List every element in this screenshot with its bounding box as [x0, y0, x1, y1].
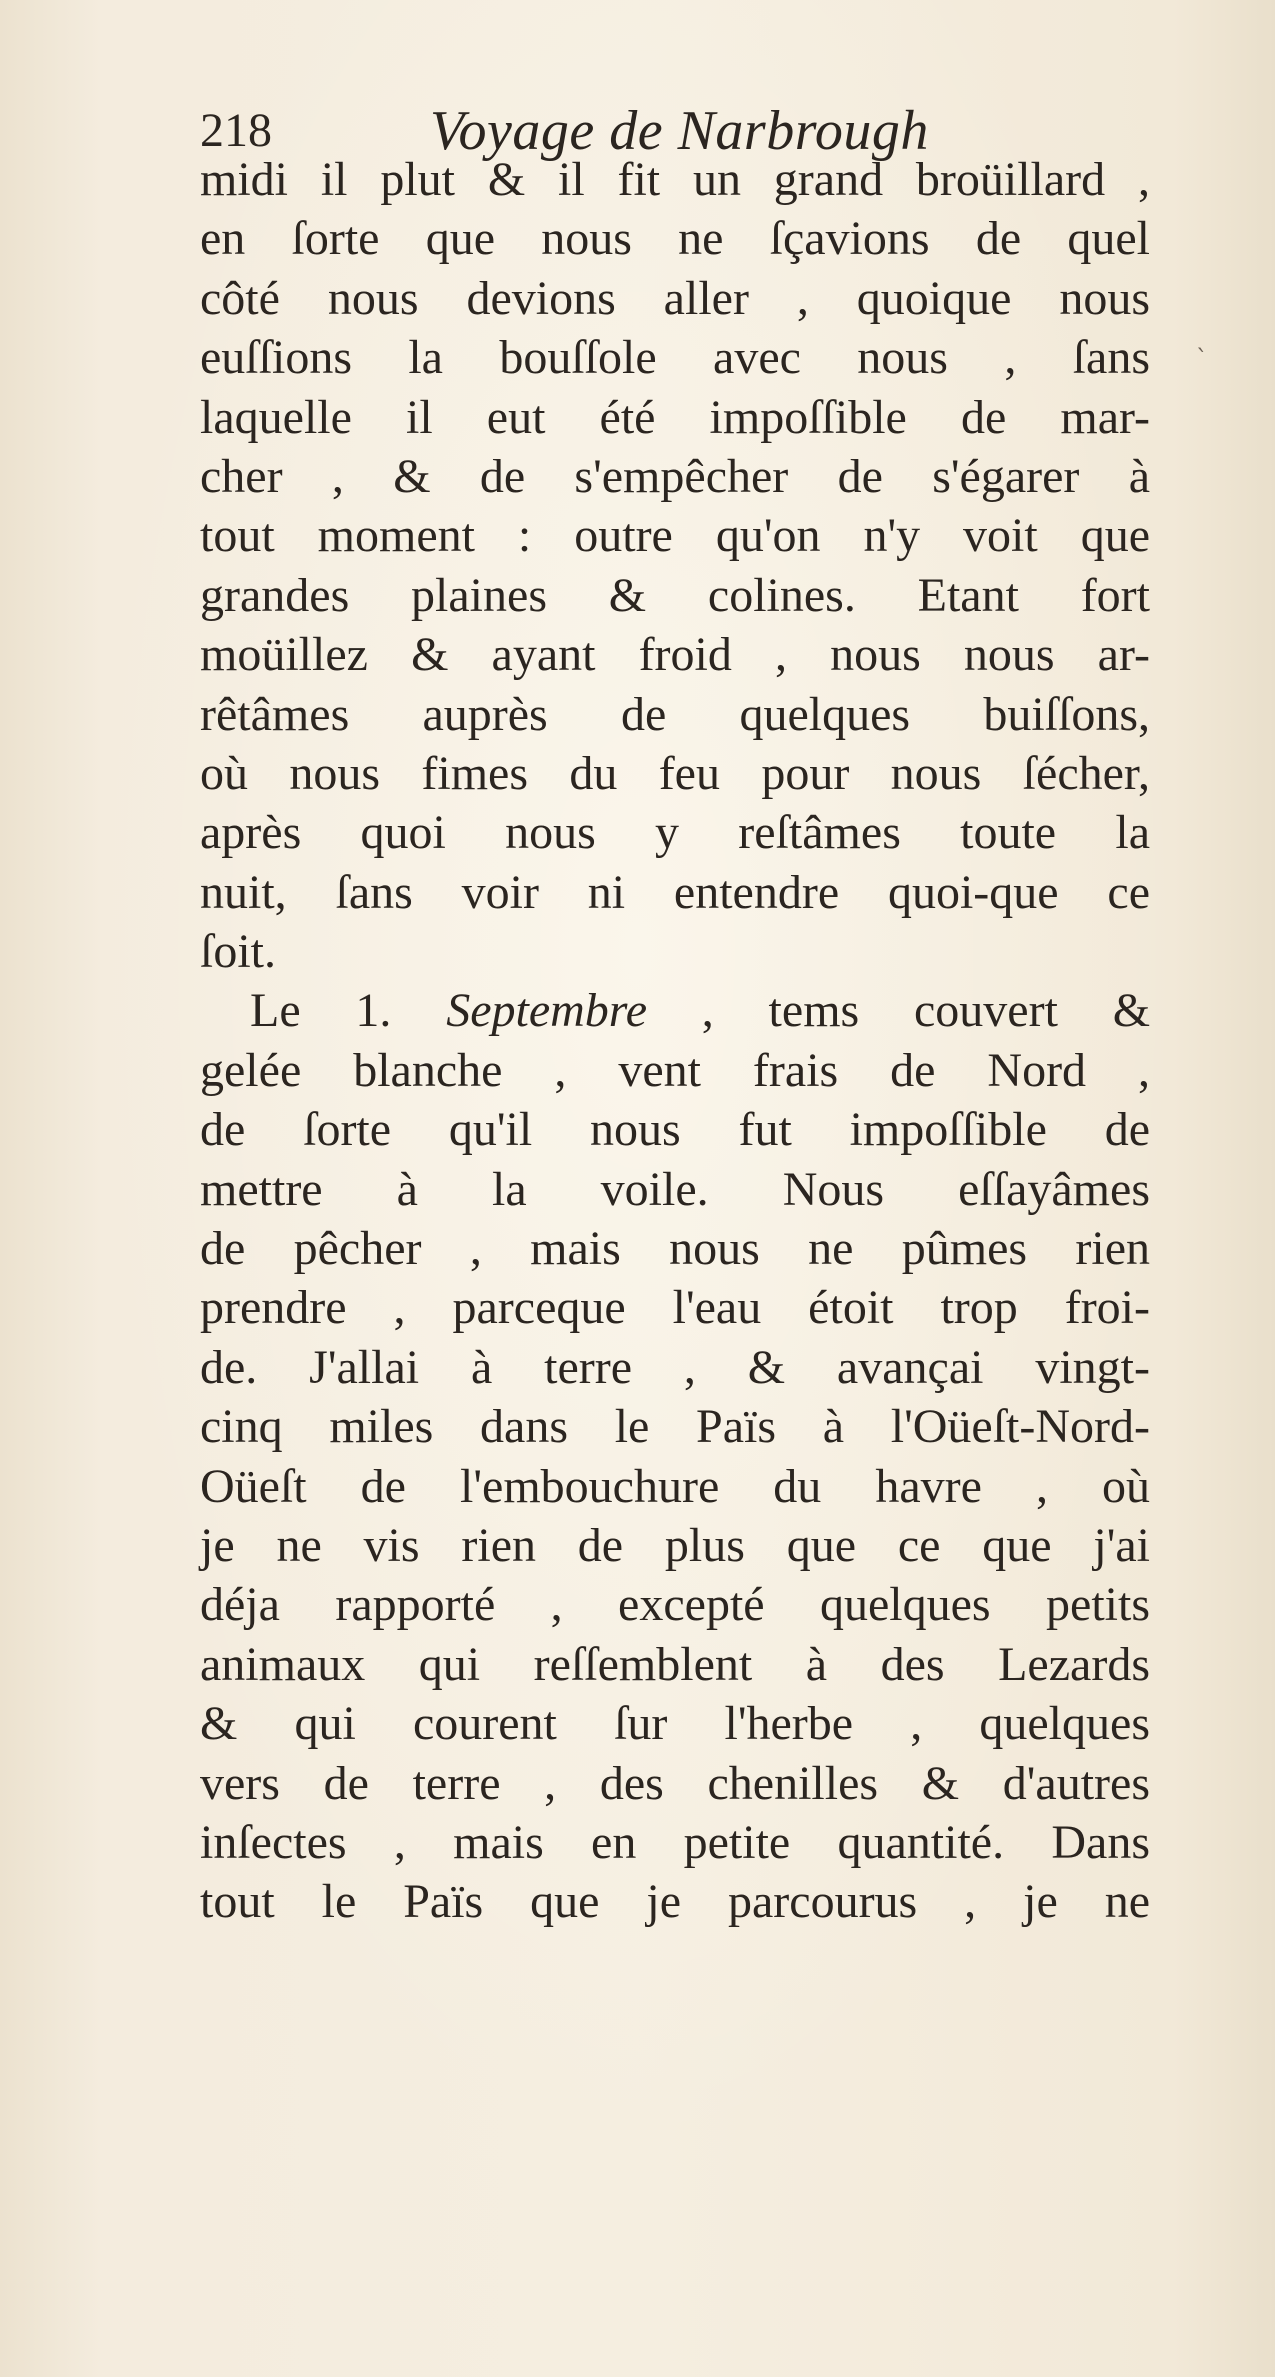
text-line: je ne vis rien de plus que ce que j'ai	[200, 1518, 1150, 1572]
text-line: ſoit.	[200, 925, 277, 979]
date-prefix: Le 1.	[250, 984, 392, 1038]
date-suffix: , tems couvert &	[701, 984, 1151, 1038]
text-line: euſſions la bouſſole avec nous , ſans	[200, 331, 1150, 385]
text-line: inſectes , mais en petite quantité. Dans	[200, 1815, 1150, 1869]
text-line: de pêcher , mais nous ne pûmes rien	[200, 1222, 1150, 1276]
text-line: vers de terre , des chenilles & d'autres	[200, 1756, 1150, 1810]
month-name: Septembre	[446, 984, 647, 1038]
text-line: rêtâmes auprès de quelques buiſſons,	[200, 687, 1150, 741]
running-title: Voyage de Narbrough	[430, 100, 929, 162]
text-line: prendre , parceque l'eau étoit trop froi-	[200, 1281, 1150, 1335]
text-line: de ſorte qu'il nous fut impoſſible de	[200, 1103, 1150, 1157]
page-number: 218	[200, 104, 272, 157]
text-line: moüillez & ayant froid , nous nous ar-	[200, 628, 1150, 682]
ink-speck-mark: ˋ	[1196, 345, 1208, 373]
text-line: animaux qui reſſemblent à des Lezards	[200, 1637, 1150, 1691]
text-line: de. J'allai à terre , & avançai vingt-	[200, 1340, 1150, 1394]
text-line: déja rapporté , excepté quelques petits	[200, 1578, 1150, 1632]
text-line: cinq miles dans le Païs à l'Oüeſt-Nord-	[200, 1400, 1150, 1454]
paragraph-start-line	[200, 981, 1150, 1040]
text-line: où nous fimes du feu pour nous ſécher,	[200, 746, 1150, 800]
text-line: grandes plaines & colines. Etant fort	[200, 568, 1150, 622]
text-line: laquelle il eut été impoſſible de mar-	[200, 390, 1150, 444]
text-line: & qui courent ſur l'herbe , quelques	[200, 1697, 1150, 1751]
text-line: cher , & de s'empêcher de s'égarer à	[200, 449, 1150, 503]
text-line: Oüeſt de l'embouchure du havre , où	[200, 1459, 1150, 1513]
text-line: nuit, ſans voir ni entendre quoi-que ce	[200, 865, 1150, 919]
text-line: tout moment : outre qu'on n'y voit que	[200, 509, 1150, 563]
text-line: gelée blanche , vent frais de Nord ,	[200, 1043, 1150, 1097]
text-line: mettre à la voile. Nous eſſayâmes	[200, 1162, 1150, 1216]
page-body	[200, 150, 1150, 1932]
text-line: après quoi nous y reſtâmes toute la	[200, 806, 1150, 860]
text-line: tout le Païs que je parcourus , je ne	[200, 1875, 1150, 1929]
text-line: midi il plut & il fit un grand broüillard ,	[200, 153, 1150, 206]
text-line: en ſorte que nous ne ſçavions de quel	[200, 212, 1150, 266]
text-line: côté nous devions aller , quoique nous	[200, 271, 1150, 325]
